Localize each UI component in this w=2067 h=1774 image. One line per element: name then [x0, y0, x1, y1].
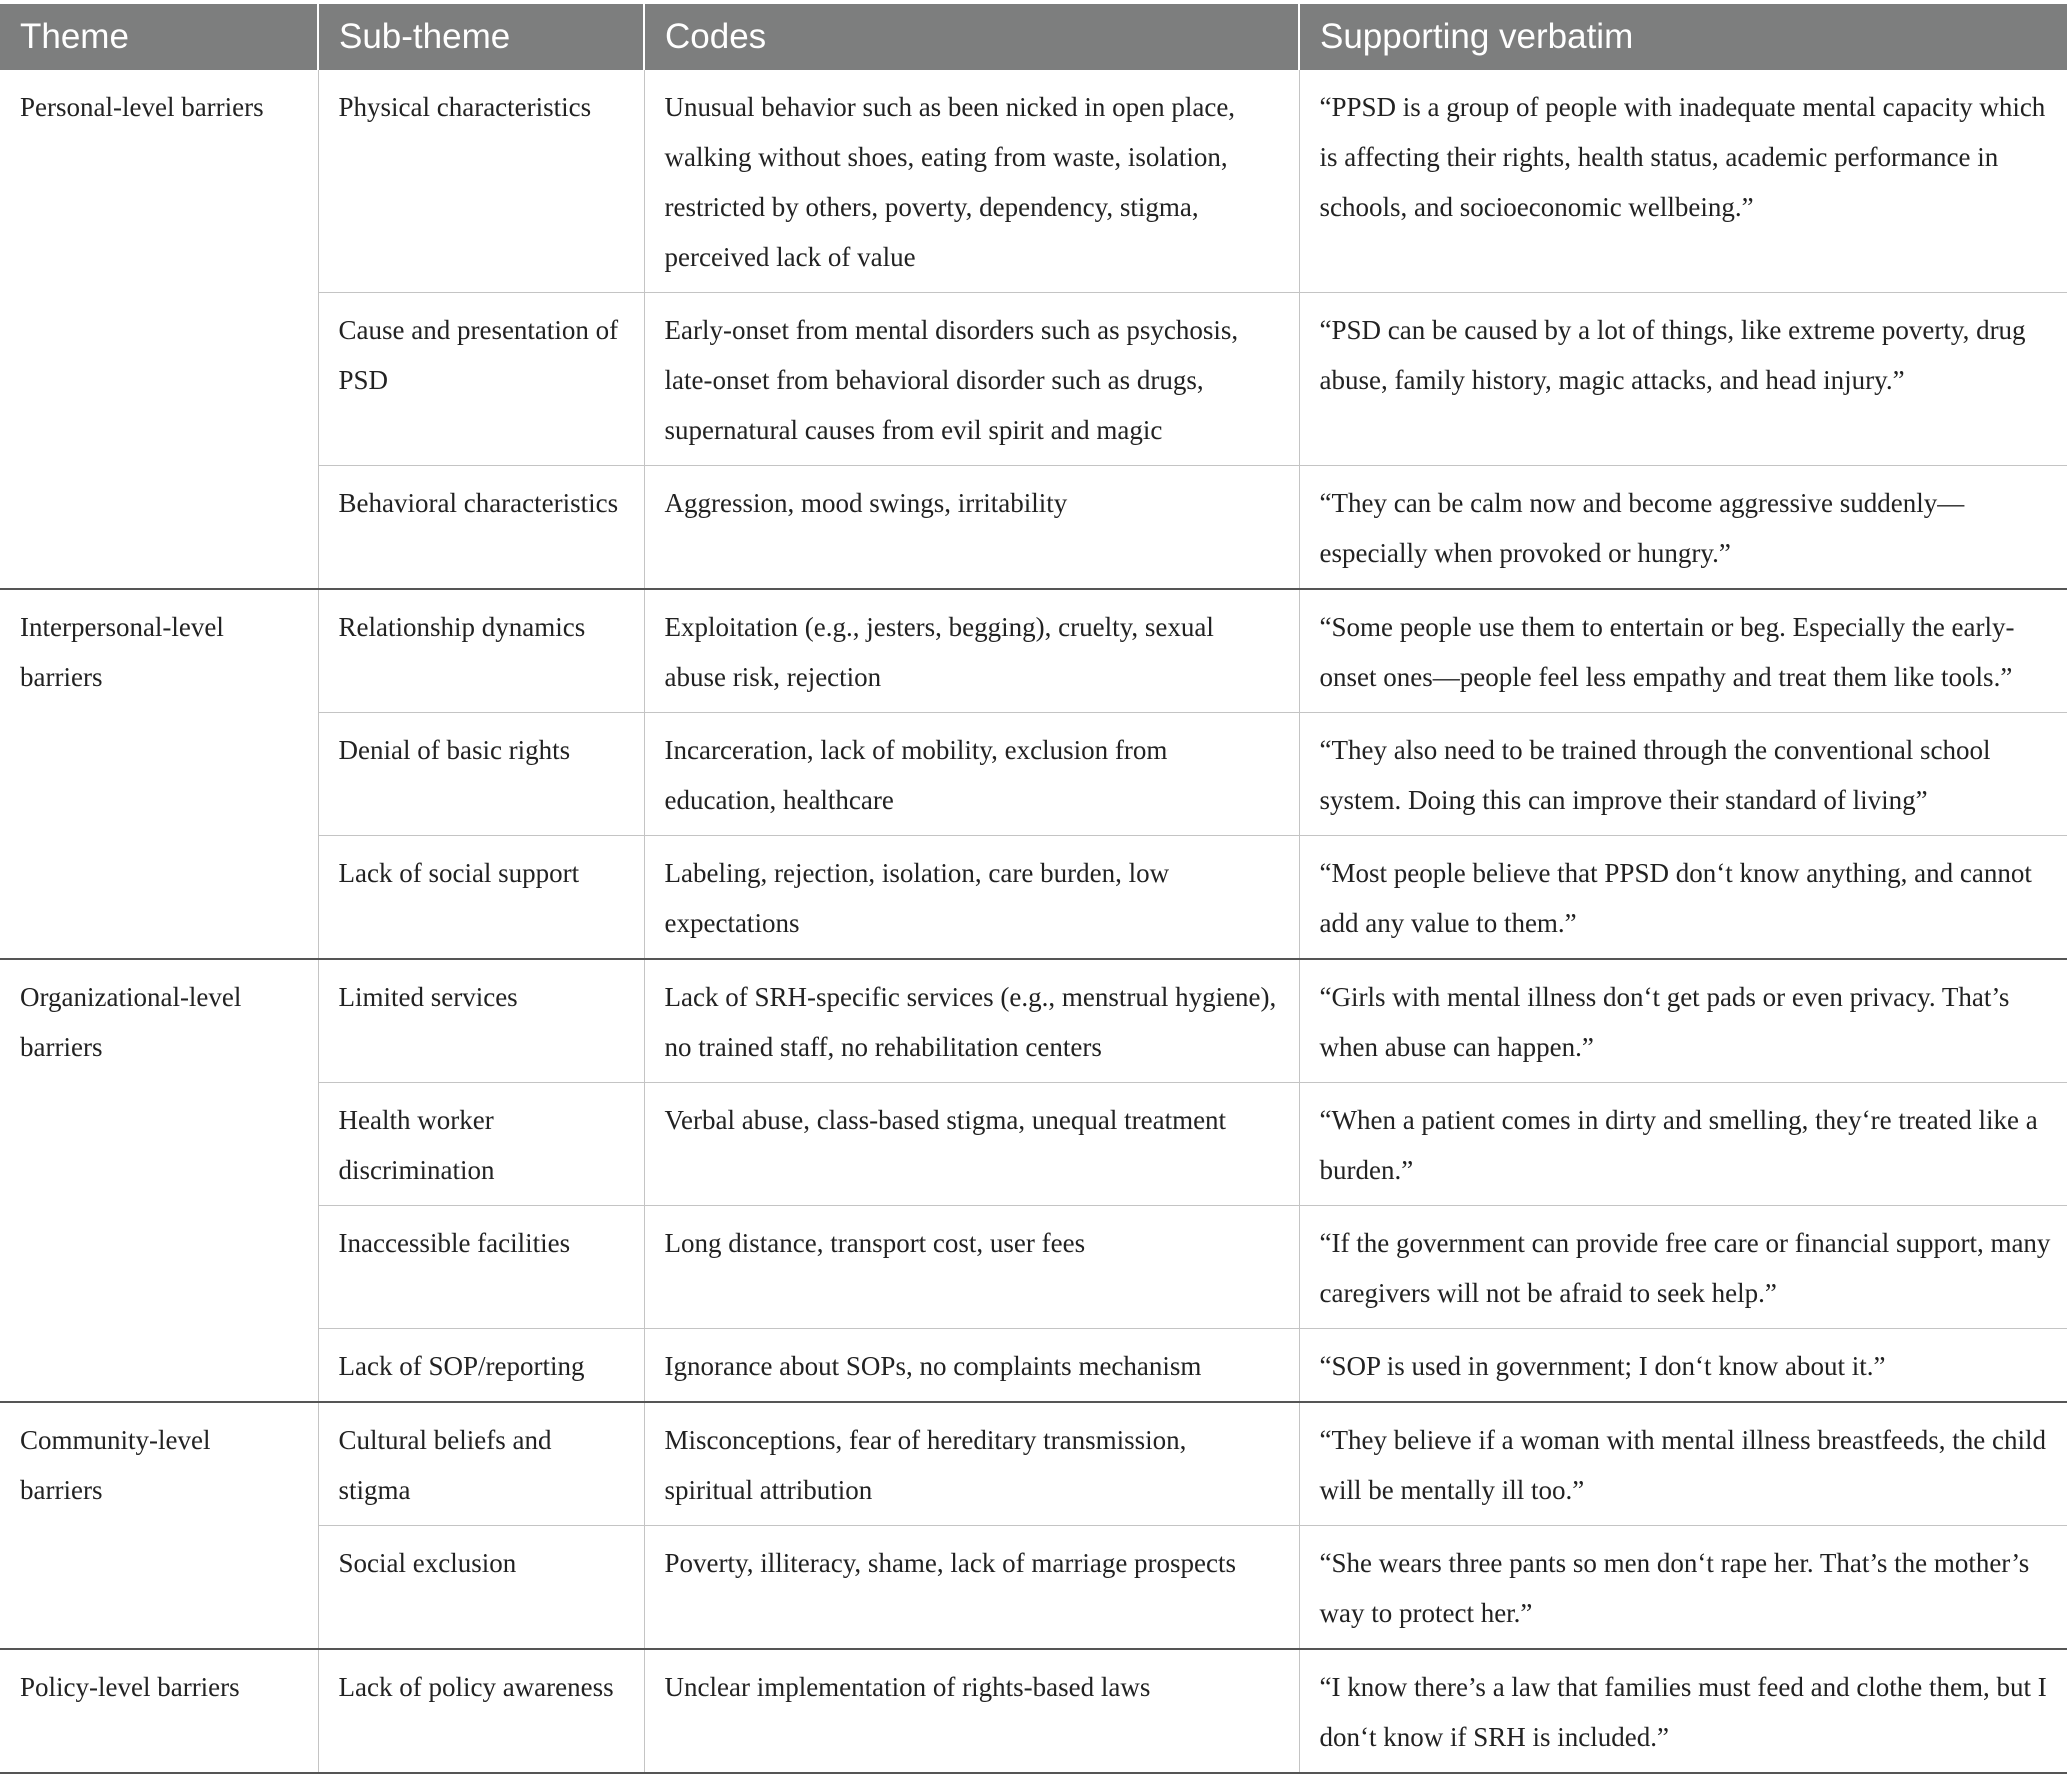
verbatim-cell: “Some people use them to entertain or beg. Especially the early-onset ones—people feel less empathy and treat them like tools.” [1299, 589, 2067, 713]
verbatim-cell: “When a patient comes in dirty and smelling, they‘re treated like a burden.” [1299, 1083, 2067, 1206]
barriers-table [0, 4, 2067, 1774]
verbatim-cell: “If the government can provide free care or financial support, many caregivers will not be afraid to seek help.” [1299, 1206, 2067, 1329]
table-row [0, 1649, 2067, 1773]
header-verbatim: Supporting verbatim [1299, 4, 2067, 70]
codes-cell: Labeling, rejection, isolation, care burden, low expectations [644, 836, 1299, 960]
sub-theme-cell: Behavioral characteristics [318, 466, 644, 590]
codes-cell: Ignorance about SOPs, no complaints mechanism [644, 1329, 1299, 1403]
header-row [0, 4, 2067, 70]
sub-theme-cell: Limited services [318, 959, 644, 1083]
verbatim-cell: “Most people believe that PPSD don‘t know anything, and cannot add any value to them.” [1299, 836, 2067, 960]
sub-theme-cell: Health worker discrimination [318, 1083, 644, 1206]
sub-theme-cell: Denial of basic rights [318, 713, 644, 836]
verbatim-cell: “PPSD is a group of people with inadequate mental capacity which is affecting their rights, health status, academic performance in schools, and socioeconomic wellbeing.” [1299, 70, 2067, 293]
verbatim-cell: “They can be calm now and become aggressive suddenly—especially when provoked or hungry.” [1299, 466, 2067, 590]
verbatim-cell: “They also need to be trained through the conventional school system. Doing this can improve their standard of living” [1299, 713, 2067, 836]
verbatim-cell: “She wears three pants so men don‘t rape her. That’s the mother’s way to protect her.” [1299, 1526, 2067, 1650]
header-theme: Theme [0, 4, 318, 70]
codes-cell: Unclear implementation of rights-based laws [644, 1649, 1299, 1773]
codes-cell: Verbal abuse, class-based stigma, unequal treatment [644, 1083, 1299, 1206]
header-sub-theme: Sub-theme [318, 4, 644, 70]
verbatim-cell: “Girls with mental illness don‘t get pads or even privacy. That’s when abuse can happen.” [1299, 959, 2067, 1083]
table-body [0, 70, 2067, 1773]
header-codes: Codes [644, 4, 1299, 70]
table-row [0, 959, 2067, 1083]
codes-cell: Long distance, transport cost, user fees [644, 1206, 1299, 1329]
sub-theme-cell: Cause and presentation of PSD [318, 293, 644, 466]
sub-theme-cell: Physical characteristics [318, 70, 644, 293]
codes-cell: Lack of SRH-specific services (e.g., menstrual hygiene), no trained staff, no rehabilitation centers [644, 959, 1299, 1083]
codes-cell: Aggression, mood swings, irritability [644, 466, 1299, 590]
theme-cell: Interpersonal-level barriers [0, 589, 318, 959]
barriers-table-container [0, 4, 2067, 1774]
codes-cell: Exploitation (e.g., jesters, begging), cruelty, sexual abuse risk, rejection [644, 589, 1299, 713]
table-row [0, 1402, 2067, 1526]
theme-cell: Policy-level barriers [0, 1649, 318, 1773]
theme-cell: Personal-level barriers [0, 70, 318, 589]
verbatim-cell: “They believe if a woman with mental illness breastfeeds, the child will be mentally ill too.” [1299, 1402, 2067, 1526]
codes-cell: Incarceration, lack of mobility, exclusion from education, healthcare [644, 713, 1299, 836]
codes-cell: Unusual behavior such as been nicked in open place, walking without shoes, eating from waste, isolation, restricted by others, poverty, dependency, stigma, perceived lack of value [644, 70, 1299, 293]
theme-cell: Organizational-level barriers [0, 959, 318, 1402]
table-header [0, 4, 2067, 70]
table-row [0, 589, 2067, 713]
sub-theme-cell: Relationship dynamics [318, 589, 644, 713]
sub-theme-cell: Cultural beliefs and stigma [318, 1402, 644, 1526]
codes-cell: Misconceptions, fear of hereditary transmission, spiritual attribution [644, 1402, 1299, 1526]
verbatim-cell: “SOP is used in government; I don‘t know about it.” [1299, 1329, 2067, 1403]
verbatim-cell: “I know there’s a law that families must feed and clothe them, but I don‘t know if SRH is included.” [1299, 1649, 2067, 1773]
sub-theme-cell: Inaccessible facilities [318, 1206, 644, 1329]
codes-cell: Poverty, illiteracy, shame, lack of marriage prospects [644, 1526, 1299, 1650]
codes-cell: Early-onset from mental disorders such as psychosis, late-onset from behavioral disorder such as drugs, supernatural causes from evil spirit and magic [644, 293, 1299, 466]
verbatim-cell: “PSD can be caused by a lot of things, like extreme poverty, drug abuse, family history, magic attacks, and head injury.” [1299, 293, 2067, 466]
sub-theme-cell: Lack of policy awareness [318, 1649, 644, 1773]
sub-theme-cell: Lack of social support [318, 836, 644, 960]
theme-cell: Community-level barriers [0, 1402, 318, 1649]
table-row [0, 70, 2067, 293]
sub-theme-cell: Social exclusion [318, 1526, 644, 1650]
sub-theme-cell: Lack of SOP/reporting [318, 1329, 644, 1403]
